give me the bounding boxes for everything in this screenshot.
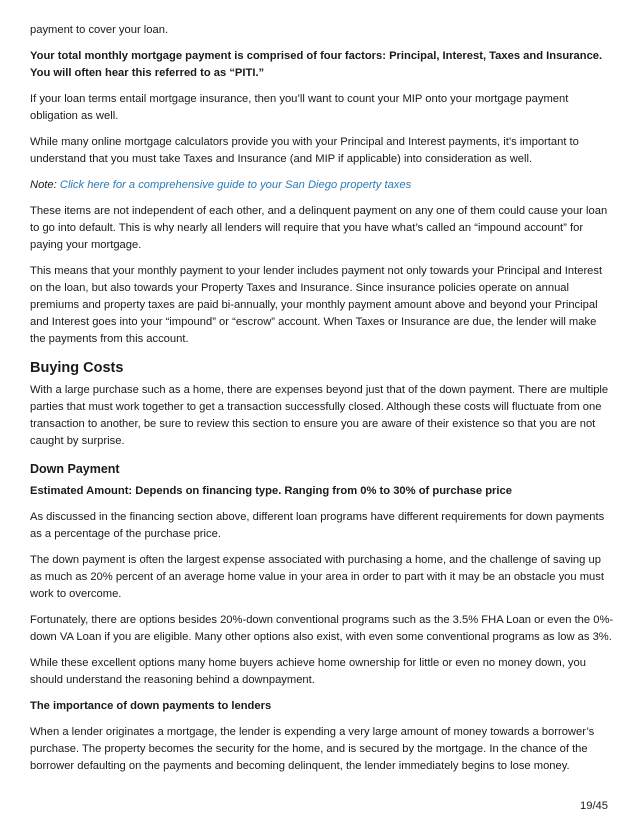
page-number: 19/45 xyxy=(580,800,608,812)
paragraph-down-payment-4: While these excellent options many home buyers achieve home ownership for little or even no money down, you should understand the reasoning behind a downpayment. xyxy=(30,657,586,686)
note-line xyxy=(30,177,614,194)
estimated-amount: Estimated Amount: Depends on financing type. Ranging from 0% to 30% of purchase price xyxy=(30,485,512,497)
paragraph-buying-costs-intro: With a large purchase such as a home, there are expenses beyond just that of the down payment. There are multiple parties that must work together to get a transaction successfully closed. Although these costs will fluctuate from one transaction to another, be sure to review this section to ensure you are aware of their existence so that you are not caught by surprise. xyxy=(30,384,609,447)
paragraph-impound: This means that your monthly payment to your lender includes payment not only towards your Principal and Interest on the loan, but also towards your Property Taxes and Insurance. Since insurance policies operate on annual premiums and property taxes are paid bi-annually, your monthly payment amount above and beyond your Principal and Interest goes into your “impound” or “escrow” account. When Taxes or Insurance are due, the lender will make the payments from this account. xyxy=(30,265,603,345)
paragraph-down-payment-3: Fortunately, there are options besides 20%-down conventional programs such as the 3.5% FHA Loan or even the 0%-down VA Loan if you are eligible. Many other options also exist, with even some conventional programs as low as 3%. xyxy=(30,614,614,643)
heading-down-payment: Down Payment xyxy=(30,462,120,476)
subheading-importance: The importance of down payments to lenders xyxy=(30,700,272,712)
paragraph-piti: Your total monthly mortgage payment is comprised of four factors: Principal, Interest, Taxes and Insurance. You will often hear this referred to as “PITI.” xyxy=(30,50,603,79)
paragraph-payment-cover: payment to cover your loan. xyxy=(30,24,169,36)
paragraph-calculators: While many online mortgage calculators provide you with your Principal and Interest payments, it’s important to understand that you must take Taxes and Insurance (and MIP if applicable) into consideration as well. xyxy=(30,136,579,165)
paragraph-mip: If your loan terms entail mortgage insurance, then you’ll want to count your MIP onto your mortgage payment obligation as well. xyxy=(30,93,569,122)
document-page xyxy=(30,22,614,775)
property-taxes-guide-link[interactable]: Click here for a comprehensive guide to your San Diego property taxes xyxy=(59,179,412,191)
heading-buying-costs: Buying Costs xyxy=(30,360,124,376)
paragraph-default: These items are not independent of each other, and a delinquent payment on any one of them could cause your loan to go into default. This is why nearly all lenders will require that you have what’s called an “impound account” for paying your mortgage. xyxy=(30,205,608,251)
note-label: Note: xyxy=(30,179,57,191)
paragraph-down-payment-1: As discussed in the financing section above, different loan programs have different requirements for down payments as a percentage of the purchase price. xyxy=(30,511,605,540)
paragraph-down-payment-2: The down payment is often the largest expense associated with purchasing a home, and the challenge of saving up as much as 20% percent of an average home value in your area in order to part with it may be an obstacle you must work to overcome. xyxy=(30,554,604,600)
paragraph-down-payment-5: When a lender originates a mortgage, the lender is expending a very large amount of money towards a borrower’s purchase. The property becomes the security for the home, and is secured by the mortgage. In the chance of the borrower defaulting on the payments and becoming delinquent, the lender immediately begins to lose money. xyxy=(30,726,595,772)
